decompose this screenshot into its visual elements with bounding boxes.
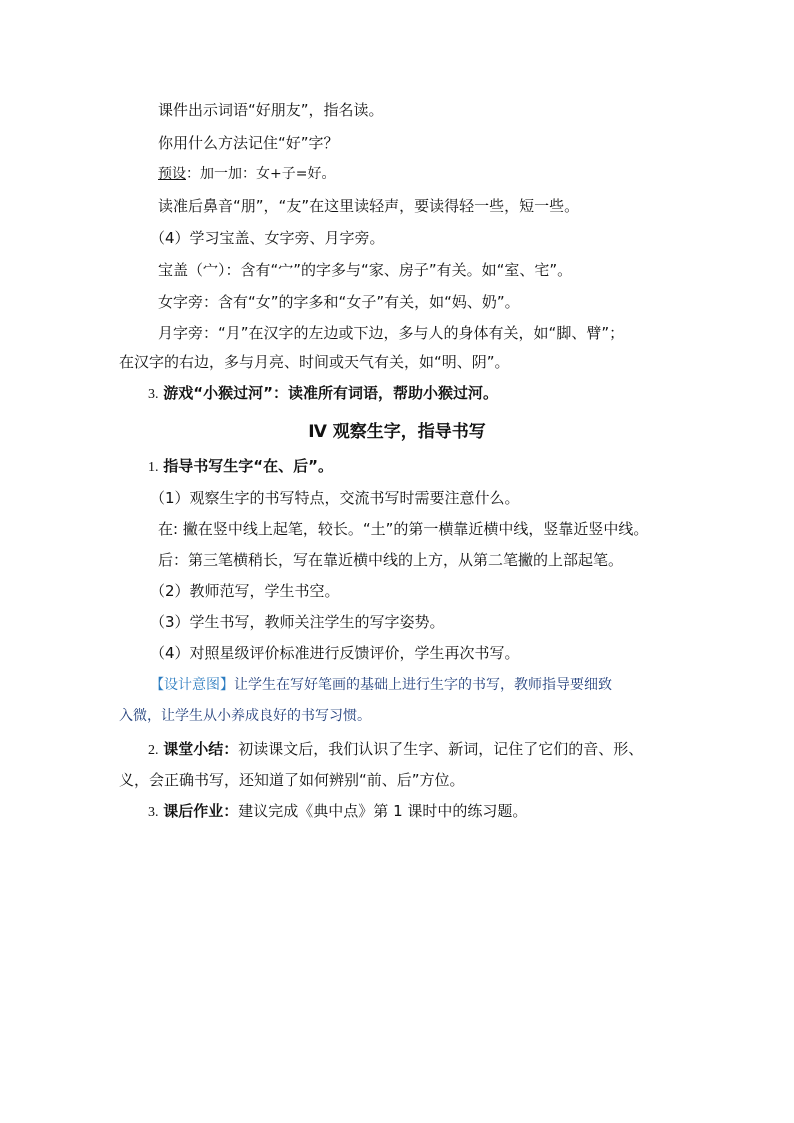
text-line: 在: 撇在竖中线上起笔，较长。“土”的第一横靠近横中线，竖靠近竖中线。: [158, 520, 649, 538]
text-line: 课件出示词语“好朋友”，指名读。: [158, 101, 384, 119]
text-line: （4）对照星级评价标准进行反馈评价，学生再次书写。: [150, 644, 520, 662]
section-heading: Ⅳ 观察生字，指导书写: [308, 422, 486, 442]
text-line: 后：第三笔横稍长，写在靠近横中线的上方，从第二笔撇的上部起笔。: [158, 551, 624, 569]
text-line: 义，会正确书写，还知道了如何辨别“前、后”方位。: [119, 771, 465, 789]
item-number: 3.: [148, 805, 159, 820]
text-line: 在汉字的右边，多与月亮、时间或天气有关，如“明、阴”。: [119, 353, 510, 371]
text-line: [148, 455, 333, 479]
preset-label: 预设: [158, 166, 186, 182]
preset-text: ：加一加：女+子=好。: [186, 166, 336, 182]
text-line: [148, 382, 498, 406]
item-number: 1.: [148, 460, 159, 475]
item-label: 课堂小结：: [163, 740, 239, 758]
item-text: 指导书写生字“在、后”。: [163, 457, 333, 475]
text-line: （4）学习宝盖、女字旁、月字旁。: [150, 229, 385, 247]
text-line: 读准后鼻音“朋”，“友”在这里读轻声，要读得轻一些，短一些。: [158, 197, 580, 215]
text-line: （1）观察生字的书写特点，交流书写时需要注意什么。: [150, 489, 520, 507]
text-line: （2）教师范写，学生书空。: [150, 582, 340, 600]
item-label: 课后作业：: [163, 802, 239, 820]
design-intent-tag: 【设计意图】: [150, 677, 234, 693]
text-line: （3）学生书写，教师关注学生的写字姿势。: [150, 613, 445, 631]
design-intent-continued: 入微，让学生从小养成良好的书写习惯。: [119, 708, 371, 724]
design-intent: [150, 674, 612, 696]
item-number: 3.: [148, 387, 159, 402]
item-text: 建议完成《典中点》第 1 课时中的练习题。: [238, 802, 528, 820]
text-line: [158, 163, 335, 185]
text-line: 女字旁：含有“女”的字多和“女子”有关，如“妈、奶”。: [158, 293, 520, 311]
text-line: [148, 738, 643, 762]
design-intent-text: 让学生在写好笔画的基础上进行生字的书写，教师指导要细致: [234, 677, 612, 693]
text-line: 宝盖（宀）：含有“宀”的字多与“家、房子”有关。如“室、宅”。: [158, 261, 573, 279]
text-line: 月字旁：“月”在汉字的左边或下边，多与人的身体有关，如“脚、臂”；: [158, 324, 625, 342]
item-number: 2.: [148, 743, 159, 758]
item-text: 初读课文后，我们认识了生字、新词，记住了它们的音、形、: [238, 740, 644, 758]
text-line: [148, 800, 527, 824]
text-line: 你用什么方法记住“好”字？: [158, 134, 339, 152]
item-text: 游戏“小猴过河”：读准所有词语，帮助小猴过河。: [163, 384, 499, 402]
